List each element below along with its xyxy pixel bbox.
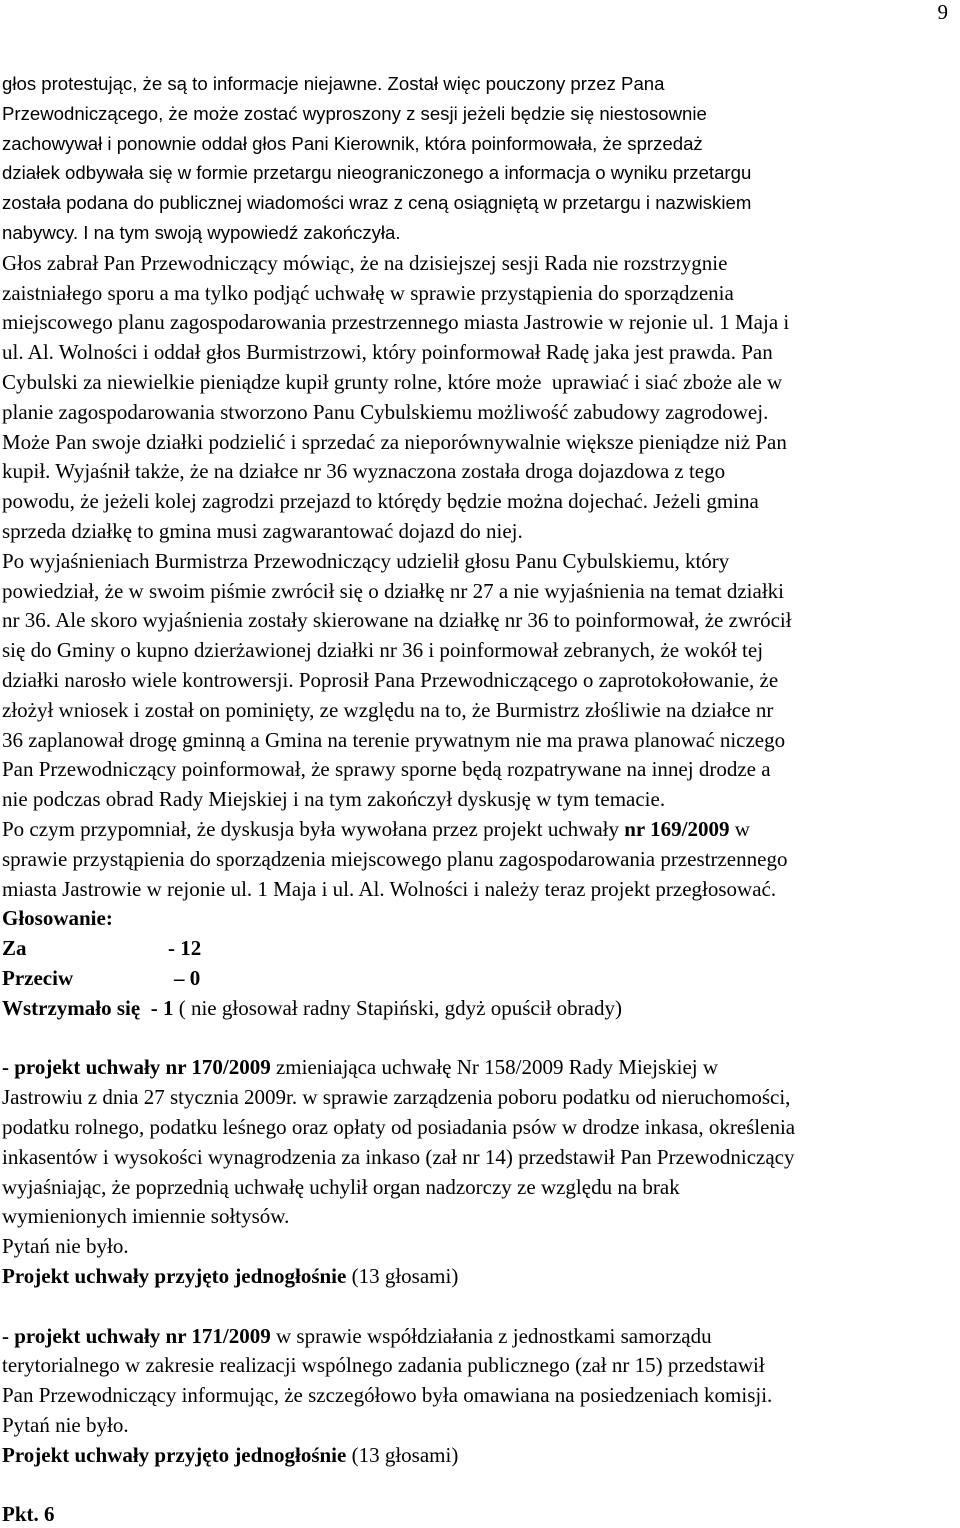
text-run: Pan Przewodniczący poinformował, że sprawy sporne będą rozpatrywane na innej drodze a: [2, 757, 771, 781]
text-run: planie zagospodarowania stworzono Panu Cybulskiemu możliwość zabudowy zagrodowej.: [2, 400, 769, 424]
text-line: [2, 667, 778, 693]
text-line: [2, 220, 401, 246]
text-run: Jastrowiu z dnia 27 stycznia 2009r. w sprawie zarządzenia poboru podatku od nieruchomości,: [2, 1085, 791, 1109]
text-line: [2, 1323, 712, 1349]
text-line: [2, 786, 665, 812]
text-line: [2, 1084, 790, 1110]
text-line: [2, 1054, 718, 1080]
text-line: [2, 816, 750, 842]
text-line: [2, 429, 787, 455]
page-number: 9: [937, 0, 948, 24]
bold-text: Głosowanie:: [2, 906, 113, 930]
text-run: zachowywał i ponownie oddał głos Pani Kierownik, która poinformowała, że sprzedaż: [2, 133, 703, 154]
text-run: inkasentów i wysokości wynagrodzenia za inkaso (zał nr 14) przedstawił Pan Przewodniczący: [2, 1145, 795, 1169]
bold-text: – 0: [174, 966, 201, 990]
text-line: [2, 697, 773, 723]
text-line: [2, 369, 782, 395]
text-run: nie podczas obrad Rady Miejskiej i na tym zakończył dyskusję w tym temacie.: [2, 787, 666, 811]
text-line: [2, 1442, 458, 1468]
text-line: [2, 995, 622, 1021]
text-run: podatku rolnego, podatku leśnego oraz opłaty od posiadania psów w drodze inkasa, określenia: [2, 1115, 796, 1139]
text-run: w sprawie współdziałania z jednostkami samorządu: [270, 1324, 712, 1348]
text-line: [2, 876, 776, 902]
text-run: się do Gminy o kupno dzierżawionej działki nr 36 i poinformował zebranych, że wokół tej: [2, 638, 764, 662]
text-run: działek odbywała się w formie przetargu nieograniczonego a informacja o wyniku przetargu: [2, 162, 752, 183]
bold-text: Przeciw: [2, 966, 74, 990]
bold-text: Projekt uchwały przyjęto jednogłośnie: [2, 1264, 347, 1288]
text-run: nr 36. Ale skoro wyjaśnienia zostały skierowane na działkę nr 36 to poinformował, że zwrócił: [2, 608, 792, 632]
text-run: powodu, że jeżeli kolej zagrodzi przejazd to którędy będzie można dojechać. Jeżeli gmina: [2, 489, 759, 513]
text-line: [2, 1352, 765, 1378]
text-run: powiedział, że w swoim piśmie zwrócił się o działkę nr 27 a nie wyjaśnienia na temat działki: [2, 579, 785, 603]
text-line: [2, 1501, 55, 1527]
text-run: terytorialnego w zakresie realizacji wspólnego zadania publicznego (zał nr 15) przedstawił: [2, 1353, 765, 1377]
text-line: [2, 607, 792, 633]
text-line: [2, 339, 773, 365]
text-line: [2, 637, 763, 663]
text-line: [2, 756, 771, 782]
text-run: kupił. Wyjaśnił także, że na działce nr 36 wyznaczona została droga dojazdowa z tego: [2, 459, 726, 483]
text-run: Po czym przypomniał, że dyskusja była wywołana przez projekt uchwały: [2, 817, 625, 841]
text-run: Głos zabrał Pan Przewodniczący mówiąc, że na dzisiejszej sesji Rada nie rozstrzygnie: [2, 251, 728, 275]
text-line: [2, 1412, 129, 1438]
text-run: (13 głosami): [346, 1264, 459, 1288]
bold-text: Projekt uchwały przyjęto jednogłośnie: [2, 1443, 347, 1467]
text-run: działki narosło wiele kontrowersji. Poprosił Pana Przewodniczącego o zaprotokołowanie, że: [2, 668, 779, 692]
text-run: została podana do publicznej wiadomości wraz z ceną osiągniętą w przetargu i nazwiskiem: [2, 192, 752, 213]
text-line: [2, 1382, 772, 1408]
text-run: w: [729, 817, 750, 841]
text-line: [2, 488, 759, 514]
text-line: [2, 1114, 795, 1140]
text-run: zmieniająca uchwałę Nr 158/2009 Rady Miejskiej w: [270, 1055, 719, 1079]
text-line: [2, 1174, 680, 1200]
text-run: wymienionych imiennie sołtysów.: [2, 1204, 290, 1228]
text-line: [2, 727, 785, 753]
text-line: [2, 399, 768, 425]
text-run: sprzeda działkę to gmina musi zagwarantować dojazd do niej.: [2, 519, 523, 543]
text-run: nabywcy. I na tym swoją wypowiedź zakończyła.: [2, 222, 401, 243]
text-line: [2, 280, 734, 306]
bold-text: Pkt. 6: [2, 1502, 55, 1526]
text-run: Po wyjaśnieniach Burmistrza Przewodniczący udzielił głosu Panu Cybulskiemu, który: [2, 549, 730, 573]
text-line: [2, 1263, 458, 1289]
text-line: [2, 1144, 795, 1170]
text-run: sprawie przystąpienia do sporządzenia miejscowego planu zagospodarowania przestrzennego: [2, 847, 788, 871]
text-line: [2, 1203, 289, 1229]
text-run: miejscowego planu zagospodarowania przestrzennego miasta Jastrowie w rejonie ul. 1 Maja i: [2, 310, 790, 334]
text-line: [2, 905, 113, 931]
text-line: [2, 190, 751, 216]
text-line: [2, 846, 787, 872]
text-line: [2, 71, 664, 97]
text-run: Pytań nie było.: [2, 1413, 129, 1437]
text-line: [2, 518, 523, 544]
bold-text: - 12: [168, 936, 202, 960]
text-line: [2, 131, 703, 157]
text-line: [2, 458, 725, 484]
text-run: Cybulski za niewielkie pieniądze kupił grunty rolne, które może uprawiać i siać zboże ale w: [2, 370, 783, 394]
bold-text: Za: [2, 936, 27, 960]
text-run: złożył wniosek i został on pominięty, ze względu na to, że Burmistrz złośliwie na działce nr: [2, 698, 774, 722]
text-run: (13 głosami): [346, 1443, 459, 1467]
bold-text: - projekt uchwały nr 171/2009: [2, 1324, 271, 1348]
text-run: Może Pan swoje działki podzielić i sprzedać za nieporównywalnie większe pieniądze niż Pan: [2, 430, 787, 454]
text-run: wyjaśniając, że poprzednią uchwałę uchylił organ nadzorczy ze względu na brak: [2, 1175, 680, 1199]
text-line: [2, 548, 729, 574]
text-run: Pytań nie było.: [2, 1234, 129, 1258]
text-run: ( nie głosował radny Stapiński, gdyż opuścił obrady): [178, 996, 622, 1020]
text-run: Pan Przewodniczący informując, że szczegółowo była omawiana na posiedzeniach komisji.: [2, 1383, 773, 1407]
text-run: Przewodniczącego, że może zostać wyproszony z sesji jeżeli będzie się niestosownie: [2, 103, 707, 124]
text-run: ul. Al. Wolności i oddał głos Burmistrzowi, który poinformował Radę jaka jest prawda. Pan: [2, 340, 773, 364]
text-run: zaistniałego sporu a ma tylko podjąć uchwałę w sprawie przystąpienia do sporządzenia: [2, 281, 734, 305]
text-line: [2, 935, 201, 961]
text-line: [2, 578, 784, 604]
bold-text: Wstrzymało się - 1: [2, 996, 179, 1020]
text-line: [2, 160, 751, 186]
text-line: [2, 965, 200, 991]
text-line: [2, 309, 789, 335]
text-line: [2, 101, 707, 127]
text-run: 36 zaplanował drogę gminną a Gmina na terenie prywatnym nie ma prawa planować niczego: [2, 728, 786, 752]
bold-text: - projekt uchwały nr 170/2009: [2, 1055, 271, 1079]
text-run: miasta Jastrowie w rejonie ul. 1 Maja i ul. Al. Wolności i należy teraz projekt przegłosować.: [2, 877, 777, 901]
bold-text: nr 169/2009: [624, 817, 730, 841]
text-run: głos protestując, że są to informacje niejawne. Został więc pouczony przez Pana: [2, 73, 665, 94]
text-line: [2, 250, 727, 276]
text-line: [2, 1233, 129, 1259]
